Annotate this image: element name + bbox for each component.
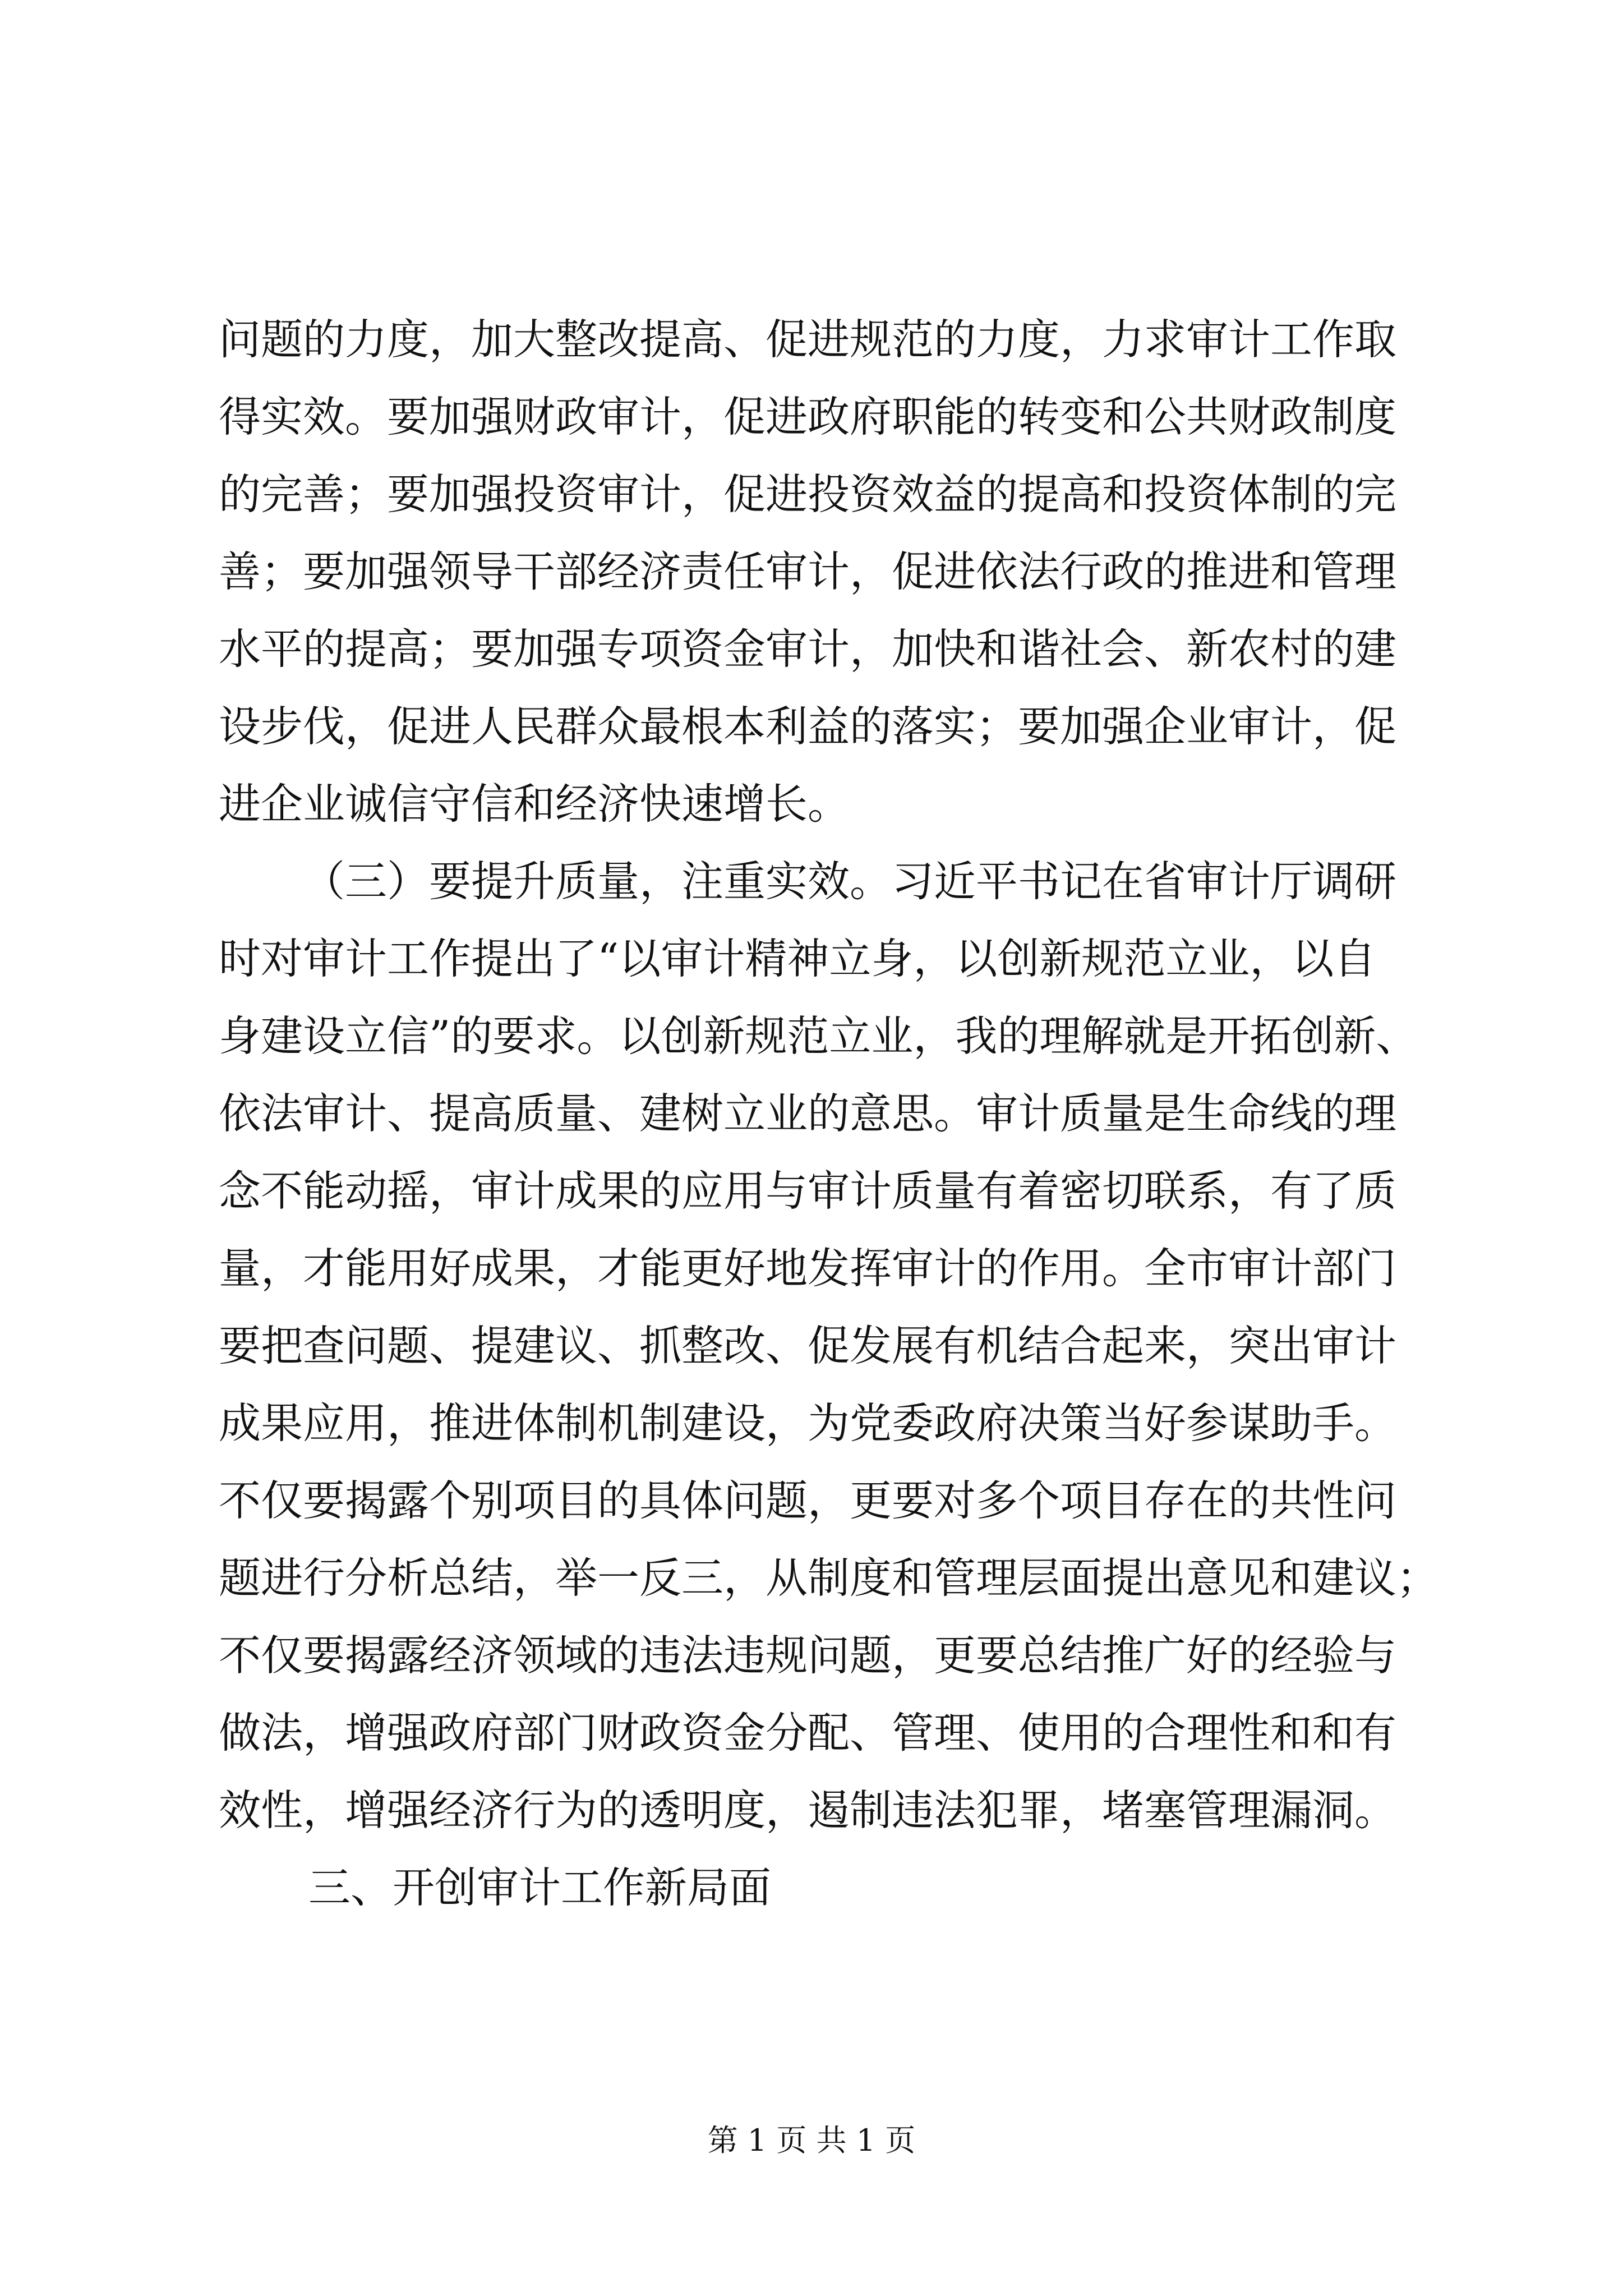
text-line: 身建设立信”的要求。以创新规范立业，我的理解就是开拓创新、 (219, 1011, 1418, 1061)
section-heading: 三、开创审计工作新局面 (308, 1863, 772, 1912)
text-line: 设步伐，促进人民群众最根本利益的落实；要加强企业审计，促 (219, 702, 1397, 751)
text-line: 题进行分析总结，举一反三，从制度和管理层面提出意见和建议； (219, 1553, 1438, 1603)
text-line: 要把查问题、提建议、抓整改、促发展有机结合起来，突出审计 (219, 1321, 1397, 1370)
text-line: 得实效。要加强财政审计，促进政府职能的转变和公共财政制度 (219, 392, 1397, 441)
text-line: 成果应用，推进体制机制建设，为党委政府决策当好参谋助手。 (219, 1398, 1397, 1448)
text-line: 不仅要揭露经济领域的违法违规问题，更要总结推广好的经验与 (219, 1631, 1397, 1680)
text-line: 问题的力度，加大整改提高、促进规范的力度，力求审计工作取 (219, 315, 1397, 364)
text-line: 善；要加强领导干部经济责任审计，促进依法行政的推进和管理 (219, 547, 1397, 596)
text-line: 念不能动摇，审计成果的应用与审计质量有着密切联系，有了质 (219, 1166, 1397, 1216)
text-line: 效性，增强经济行为的透明度，遏制违法犯罪，堵塞管理漏洞。 (219, 1786, 1397, 1835)
text-line: 依法审计、提高质量、建树立业的意思。审计质量是生命线的理 (219, 1089, 1397, 1138)
text-line: 不仅要揭露个别项目的具体问题，更要对多个项目存在的共性问 (219, 1476, 1397, 1525)
text-line: 做法，增强政府部门财政资金分配、管理、使用的合理性和和有 (219, 1708, 1397, 1757)
text-line: 进企业诚信守信和经济快速增长。 (219, 779, 850, 829)
page-footer: 第 1 页 共 1 页 (707, 2123, 916, 2158)
text-line: 量，才能用好成果，才能更好地发挥审计的作用。全市审计部门 (219, 1244, 1397, 1293)
text-line: 的完善；要加强投资审计，促进投资效益的提高和投资体制的完 (219, 470, 1397, 519)
body-text (219, 301, 1438, 1926)
text-line: 水平的提高；要加强专项资金审计，加快和谐社会、新农村的建 (219, 624, 1397, 674)
text-line: （三）要提升质量，注重实效。习近平书记在省审计厅调研 (303, 857, 1397, 906)
text-line: 时对审计工作提出了“以审计精神立身，以创新规范立业，以自 (219, 934, 1376, 983)
